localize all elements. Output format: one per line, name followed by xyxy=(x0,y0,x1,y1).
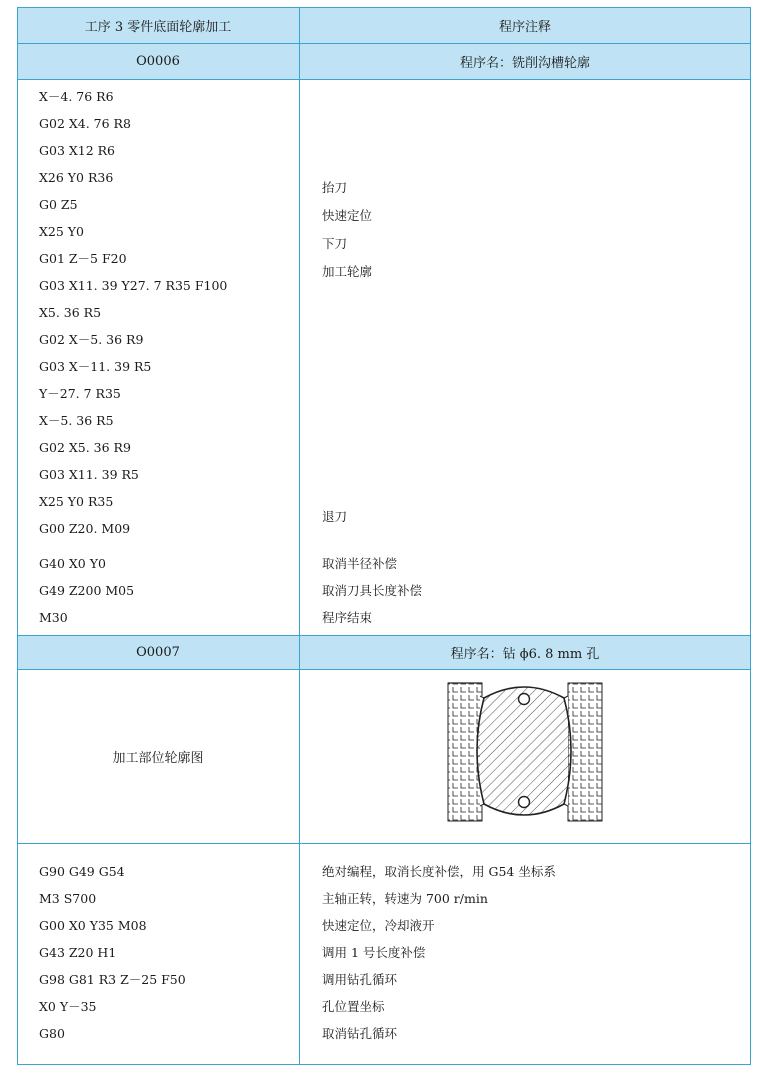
note-line: 主轴正转，转速为 700 r/min xyxy=(322,891,488,906)
hole-bottom xyxy=(519,797,530,808)
code-line: G00 X0 Y35 M08 xyxy=(39,918,147,933)
code-line: G01 Z－5 F20 xyxy=(39,251,127,266)
code-line: X－4. 76 R6 xyxy=(39,89,114,104)
right-clamp-block xyxy=(568,683,602,821)
code-line: X－5. 36 R5 xyxy=(39,413,114,428)
part-contour-figure xyxy=(428,678,608,828)
code-line: G40 X0 Y0 xyxy=(39,556,106,571)
header-notes-title: 程序注释 xyxy=(498,19,551,35)
code-line: M3 S700 xyxy=(39,891,97,906)
note-line: 调用钻孔循环 xyxy=(322,972,398,987)
code-line: G98 G81 R3 Z－25 F50 xyxy=(39,972,186,987)
code-line: G80 xyxy=(39,1026,65,1041)
program1-number: O0006 xyxy=(136,53,180,69)
code-line: X0 Y－35 xyxy=(39,999,97,1014)
program2-number: O0007 xyxy=(136,644,180,660)
program2-name: 程序名：钻 ϕ6. 8 mm 孔 xyxy=(450,646,600,662)
note-line: 调用 1 号长度补偿 xyxy=(322,945,426,960)
code-line: Y－27. 7 R35 xyxy=(39,386,121,401)
program1-name: 程序名：铣削沟槽轮廓 xyxy=(459,55,590,71)
code-line: G02 X4. 76 R8 xyxy=(39,116,131,131)
code-line: X25 Y0 R35 xyxy=(39,494,114,509)
code-line: G03 X11. 39 Y27. 7 R35 F100 xyxy=(39,278,228,293)
note-line: 程序结束 xyxy=(322,610,373,625)
note-line: 退刀 xyxy=(322,509,348,524)
code-line: X5. 36 R5 xyxy=(39,305,102,320)
code-line: G43 Z20 H1 xyxy=(39,945,117,960)
code-line: G02 X5. 36 R9 xyxy=(39,440,131,455)
note-line: 抬刀 xyxy=(322,180,348,195)
figure-label: 加工部位轮廓图 xyxy=(112,750,204,766)
note-line: 快速定位，冷却液开 xyxy=(322,918,435,933)
code-line: M30 xyxy=(39,610,68,625)
code-line: G0 Z5 xyxy=(39,197,78,212)
note-line: 快速定位 xyxy=(322,208,373,223)
code-line: G90 G49 G54 xyxy=(39,864,125,879)
code-line: G03 X12 R6 xyxy=(39,143,116,158)
code-line: X26 Y0 R36 xyxy=(39,170,114,185)
code-line: G03 X11. 39 R5 xyxy=(39,467,139,482)
program-table xyxy=(17,7,751,1065)
workpiece-contour xyxy=(477,687,571,815)
code-line: G49 Z200 M05 xyxy=(39,583,135,598)
note-line: 孔位置坐标 xyxy=(322,999,385,1014)
code-line: G02 X－5. 36 R9 xyxy=(39,332,144,347)
code-line: G00 Z20. M09 xyxy=(39,521,131,536)
note-line: 下刀 xyxy=(322,236,348,251)
hole-top xyxy=(519,694,530,705)
note-line: 取消刀具长度补偿 xyxy=(322,583,423,598)
code-line: X25 Y0 xyxy=(39,224,84,239)
note-line: 取消钻孔循环 xyxy=(322,1026,398,1041)
code-line: G03 X－11. 39 R5 xyxy=(39,359,152,374)
note-line: 加工轮廓 xyxy=(322,264,373,279)
note-line: 取消半径补偿 xyxy=(322,556,398,571)
header-step-title: 工序 3 零件底面轮廓加工 xyxy=(84,19,232,35)
note-line: 绝对编程，取消长度补偿，用 G54 坐标系 xyxy=(322,864,556,879)
